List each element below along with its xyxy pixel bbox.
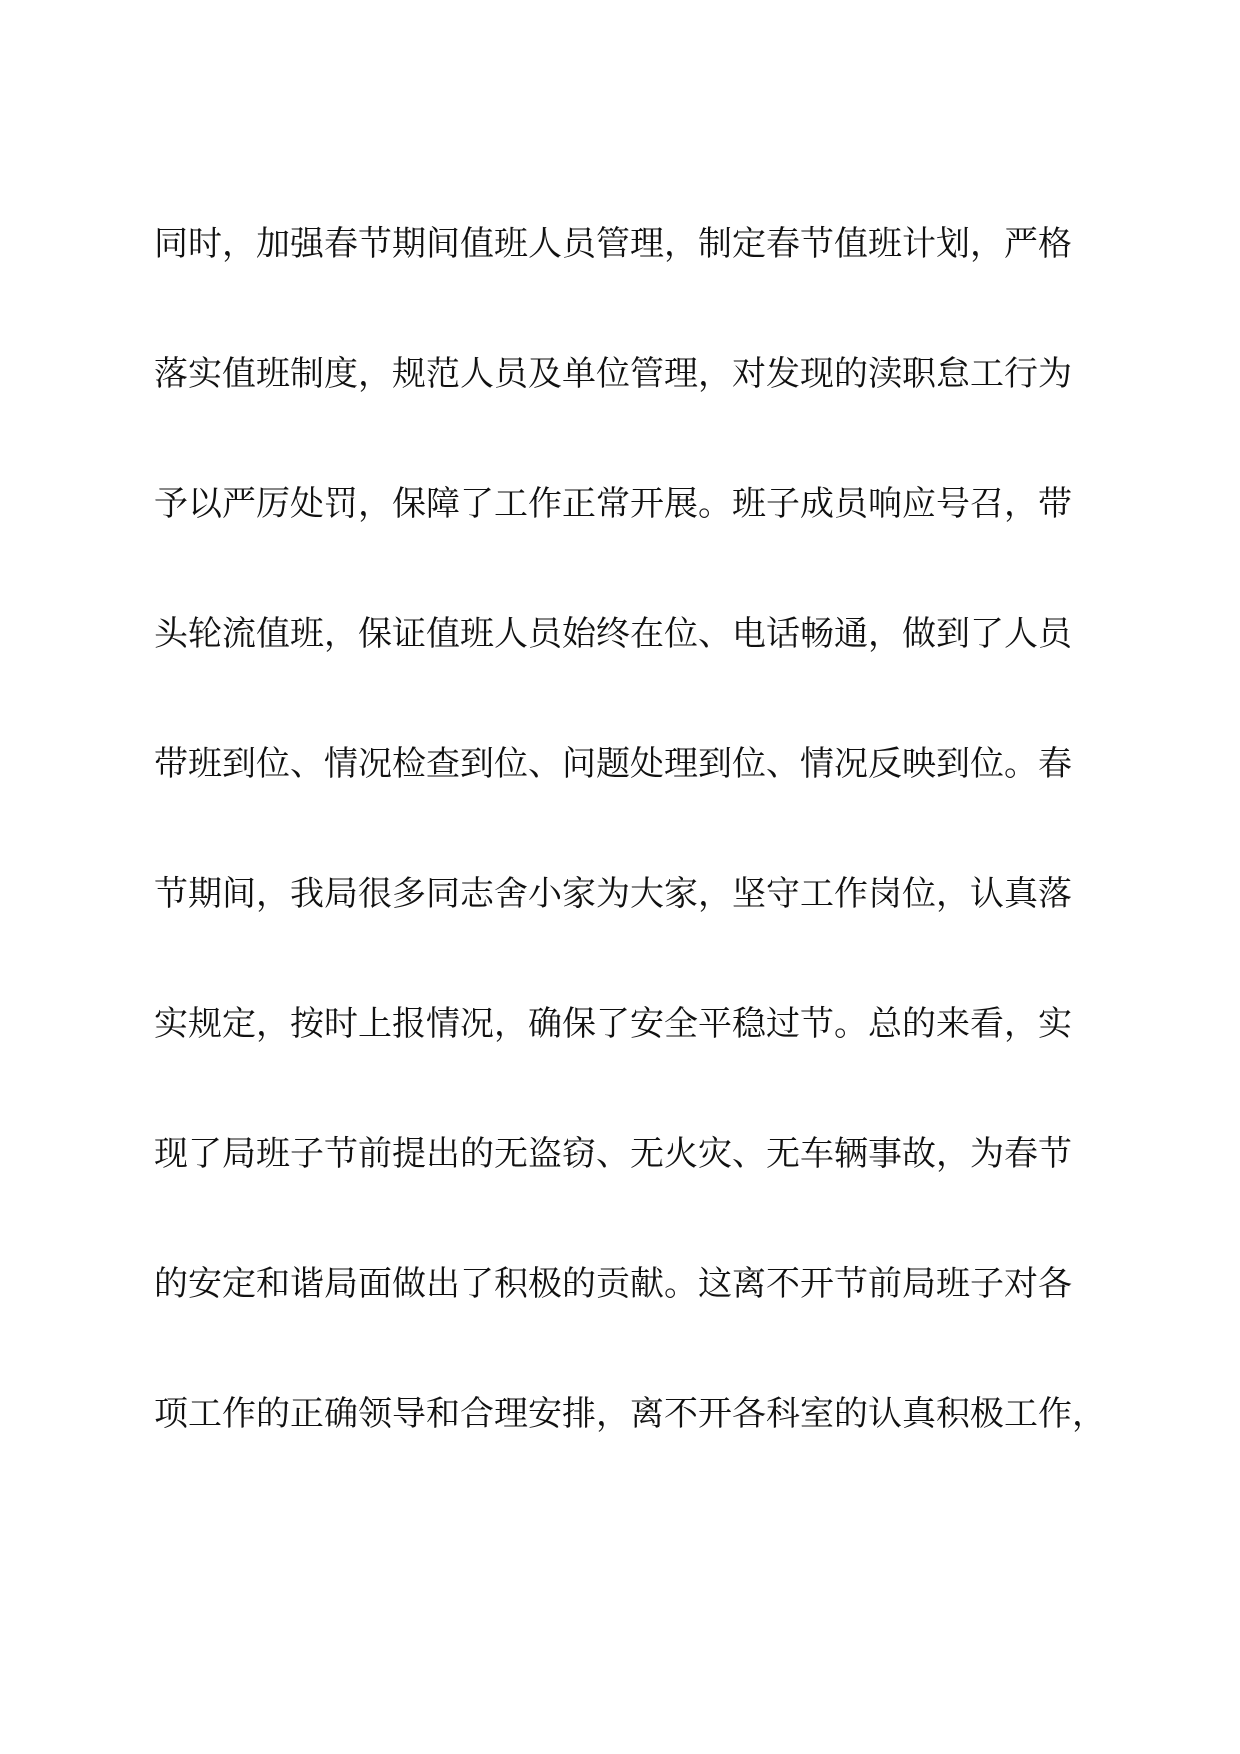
body-paragraph (154, 214, 1114, 1514)
text-line-3: 予以严厉处罚，保障了工作正常开展。班子成员响应号召，带 (154, 484, 1072, 524)
text-line-2: 落实值班制度，规范人员及单位管理，对发现的渎职怠工行为 (154, 354, 1072, 394)
text-line-5: 带班到位、情况检查到位、问题处理到位、情况反映到位。春 (154, 744, 1072, 784)
text-line-7: 实规定，按时上报情况，确保了安全平稳过节。总的来看，实 (154, 1004, 1072, 1044)
text-line-1: 同时，加强春节期间值班人员管理，制定春节值班计划，严格 (154, 224, 1072, 264)
text-line-8: 现了局班子节前提出的无盗窃、无火灾、无车辆事故，为春节 (154, 1134, 1072, 1174)
text-line-9: 的安定和谐局面做出了积极的贡献。这离不开节前局班子对各 (154, 1264, 1072, 1304)
text-line-10: 项工作的正确领导和合理安排，离不开各科室的认真积极工作， (154, 1394, 1106, 1434)
text-line-4: 头轮流值班，保证值班人员始终在位、电话畅通，做到了人员 (154, 614, 1072, 654)
text-line-6: 节期间，我局很多同志舍小家为大家，坚守工作岗位，认真落 (154, 874, 1072, 914)
